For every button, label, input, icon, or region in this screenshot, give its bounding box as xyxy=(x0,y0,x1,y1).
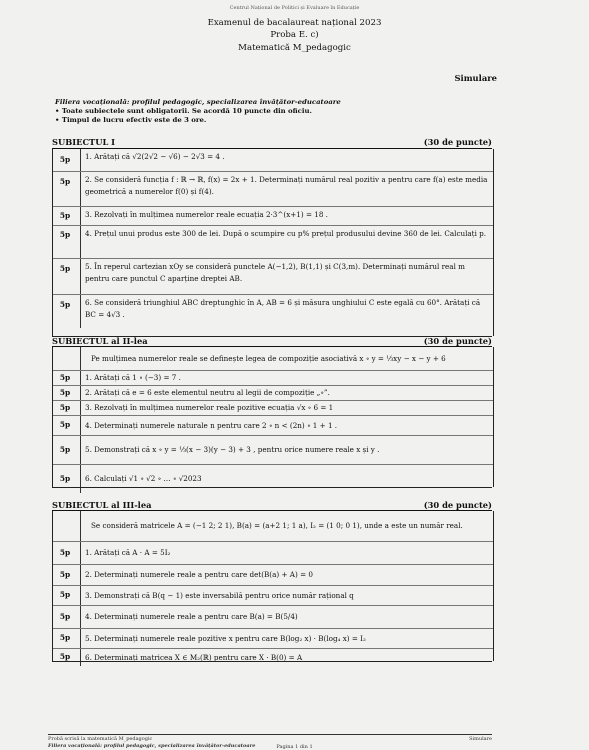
exercise-text: 3. Rezolvați în mulțimea numerelor reale pozitive ecuația √x ∘ 6 = 1 xyxy=(80,401,493,415)
exercise-score: 5p xyxy=(59,177,71,186)
exercise-row xyxy=(53,295,493,328)
exercise-score: 5p xyxy=(59,445,71,454)
section-3-points: (30 de puncte) xyxy=(423,500,492,510)
exercise-text: 4. Determinați numerele reale a pentru care B(a) = B(5/4) xyxy=(80,606,493,628)
exercise-score: 5p xyxy=(59,211,71,220)
exercise-score: 5p xyxy=(59,633,71,642)
exercise-text: 5. În reperul cartezian xOy se consideră punctele A(−1,2), B(1,1) și C(3,m). Determinați numărul real m pentru care punctul C aparține dreptei AB. xyxy=(80,259,493,294)
exercise-row xyxy=(53,416,493,436)
exercise-text: 6. Determinați matricea X ∈ M₂(ℝ) pentru care X · B(0) = A xyxy=(80,649,493,666)
exercise-text: 1. Arătați că A · A = 5I₂ xyxy=(80,542,493,564)
exercise-row xyxy=(53,565,493,586)
exercise-row xyxy=(53,465,493,493)
exercise-row xyxy=(53,629,493,649)
exercise-text: 5. Determinați numerele reale pozitive x pentru care B(log₂ x) · B(log₄ x) = I₂ xyxy=(80,629,493,648)
exercise-row xyxy=(53,586,493,606)
exercise-row xyxy=(53,436,493,465)
section-1-title: SUBIECTUL I xyxy=(52,137,116,147)
exercise-score: 5p xyxy=(59,264,71,273)
section-3-items xyxy=(52,511,494,661)
exercise-row xyxy=(53,386,493,401)
section-2-intro-row xyxy=(53,347,493,371)
section-2-intro: Pe mulțimea numerelor reale se definește legea de compoziție asociativă x ∘ y = ⅓xy − x − y + 6 xyxy=(80,347,493,370)
exercise-row xyxy=(53,207,493,226)
exercise-row xyxy=(53,371,493,386)
exercise-text: 4. Prețul unui produs este 300 de lei. După o scumpire cu p% prețul produsului devine 360 de lei. Calculați p. xyxy=(80,226,493,258)
exercise-row xyxy=(53,606,493,629)
exercise-score: 5p xyxy=(59,230,71,239)
section-3-intro-row xyxy=(53,511,493,542)
exercise-row xyxy=(53,172,493,207)
exercise-text: 3. Demonstrați că B(q − 1) este inversabilă pentru orice număr rațional q xyxy=(80,586,493,605)
instruction-item: • Timpul de lucru efectiv este de 3 ore. xyxy=(55,116,312,125)
section-2-points: (30 de puncte) xyxy=(423,336,492,346)
exercise-text: 6. Se consideră triunghiul ABC dreptunghic în A, AB = 6 și măsura unghiului C este egală cu 60°. Arătați că BC = 4√3 . xyxy=(80,295,493,328)
exercise-score: 5p xyxy=(59,612,71,621)
section-2-header xyxy=(52,336,492,346)
footer-left-1: Probă scrisă la matematică M_pedagogic xyxy=(48,736,153,742)
exercise-row xyxy=(53,226,493,259)
exercise-text: 5. Demonstrați că x ∘ y = ⅓(x − 3)(y − 3) + 3 , pentru orice numere reale x și y . xyxy=(80,436,493,464)
section-1-points: (30 de puncte) xyxy=(423,137,492,147)
section-3-intro: Se consideră matricele A = (−1 2; 2 1), B(a) = (a+2 1; 1 a), I₂ = (1 0; 0 1), unde a este un număr real. xyxy=(80,511,493,541)
section-1-items xyxy=(52,149,494,336)
exercise-text: 1. Arătați că √2(2√2 − √6) − 2√3 = 4 . xyxy=(80,149,493,171)
exercise-score: 5p xyxy=(59,652,71,661)
exercise-score: 5p xyxy=(59,570,71,579)
exercise-text: 4. Determinați numerele naturale n pentru care 2 ∘ n < (2n) ∘ 1 + 1 . xyxy=(80,416,493,435)
exercise-score: 5p xyxy=(59,300,71,309)
instructions-list xyxy=(55,107,312,125)
section-1-header xyxy=(52,137,492,147)
exercise-score: 5p xyxy=(59,548,71,557)
exercise-row xyxy=(53,649,493,666)
section-3-header xyxy=(52,500,492,510)
footer-right-1: Simulare xyxy=(469,736,492,742)
exercise-text: 1. Arătați că 1 ∘ (−3) = 7 . xyxy=(80,371,493,385)
section-3-title: SUBIECTUL al III-lea xyxy=(52,500,152,510)
exercise-row xyxy=(53,259,493,295)
ministry-line: Centrul Național de Politici și Evaluare în Educație xyxy=(229,5,360,11)
instruction-item: • Toate subiectele sunt obligatorii. Se acordă 10 puncte din oficiu. xyxy=(55,107,312,116)
exercise-text: 3. Rezolvați în mulțimea numerelor reale ecuația 2·3^(x+1) = 18 . xyxy=(80,207,493,225)
exercise-row xyxy=(53,149,493,172)
exercise-score: 5p xyxy=(59,474,71,483)
exercise-text: 6. Calculați √1 ∘ √2 ∘ … ∘ √2023 xyxy=(80,465,493,493)
footer-left-2: Filiera vocațională: profilul pedagogic, specializarea învățător-educatoare xyxy=(48,743,256,749)
filiera-line: Filiera vocațională: profilul pedagogic, specializarea învățător-educatoare xyxy=(55,98,341,106)
page-number: Pagina 1 din 1 xyxy=(276,744,313,750)
section-2-items xyxy=(52,347,494,487)
exercise-text: 2. Determinați numerele reale a pentru care det(B(a) + A) = 0 xyxy=(80,565,493,585)
simulare-label: Simulare xyxy=(454,73,497,83)
exercise-score: 5p xyxy=(59,388,71,397)
exercise-text: 2. Arătați că e = 6 este elementul neutru al legii de compoziție „∘”. xyxy=(80,386,493,400)
exercise-row xyxy=(53,401,493,416)
exam-title: Examenul de bacalaureat național 2023 xyxy=(207,18,382,28)
exercise-score: 5p xyxy=(59,403,71,412)
exam-proba: Proba E. c) xyxy=(270,30,319,40)
exam-subject: Matematică M_pedagogic xyxy=(238,43,351,53)
exercise-score: 5p xyxy=(59,155,71,164)
exercise-score: 5p xyxy=(59,373,71,382)
section-2-title: SUBIECTUL al II-lea xyxy=(52,336,148,346)
exercise-score: 5p xyxy=(59,420,71,429)
exercise-text: 2. Se consideră funcția f : ℝ → ℝ, f(x) = 2x + 1. Determinați numărul real pozitiv a pentru care f(a) este media geometrică a numerelor f(0) și f(4). xyxy=(80,172,493,206)
exercise-row xyxy=(53,542,493,565)
exercise-score: 5p xyxy=(59,590,71,599)
